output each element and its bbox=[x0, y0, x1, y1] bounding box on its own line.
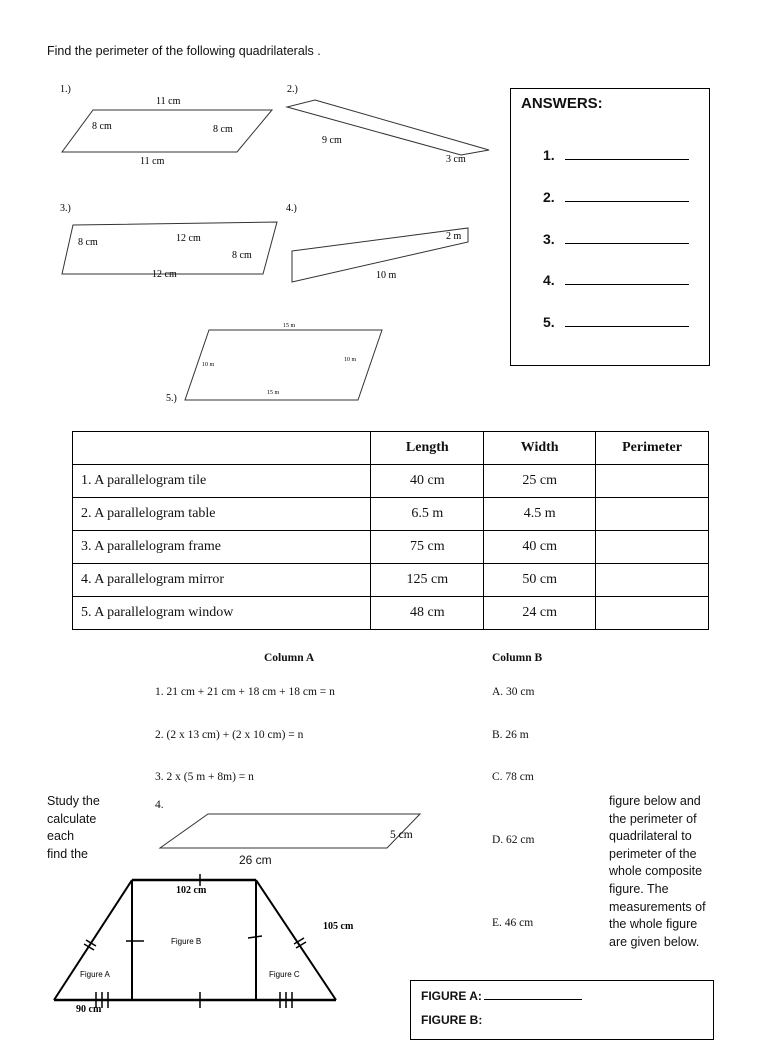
answer-row-1[interactable] bbox=[543, 146, 689, 163]
shape3-left-label: 8 cm bbox=[78, 237, 98, 248]
width-cell: 25 cm bbox=[484, 465, 596, 498]
column-a-item-2: 2. (2 x 13 cm) + (2 x 10 cm) = n bbox=[155, 729, 304, 741]
study-line: find the bbox=[47, 846, 89, 861]
table-row bbox=[73, 564, 709, 597]
table-header-row bbox=[73, 432, 709, 465]
shape5-parallelogram bbox=[185, 330, 382, 400]
item4-long-label: 26 cm bbox=[239, 853, 272, 867]
study-line: figure below and bbox=[609, 794, 701, 808]
shape2-number: 2.) bbox=[287, 84, 298, 95]
study-line: Study the bbox=[47, 794, 100, 808]
perimeter-cell[interactable] bbox=[596, 564, 709, 597]
perimeter-cell[interactable] bbox=[596, 498, 709, 531]
header-length: Length bbox=[371, 432, 484, 465]
figure-a-label: Figure A bbox=[80, 970, 110, 979]
answer-blank[interactable] bbox=[565, 271, 689, 285]
column-a-item-3: 3. 2 x (5 m + 8m) = n bbox=[155, 771, 254, 783]
shape4-long-label: 10 m bbox=[376, 270, 397, 281]
worksheet-title: Find the perimeter of the following quadrilaterals . bbox=[47, 44, 321, 58]
column-a-title: Column A bbox=[264, 652, 315, 664]
study-line: each bbox=[47, 829, 75, 844]
shape5-bottom-label: 15 m bbox=[267, 390, 280, 396]
table-row bbox=[73, 531, 709, 564]
length-cell: 40 cm bbox=[371, 465, 484, 498]
table-row bbox=[73, 597, 709, 630]
item-cell: 2. A parallelogram table bbox=[73, 498, 371, 531]
shape4-number: 4.) bbox=[286, 203, 297, 214]
figure-answer-box bbox=[410, 980, 714, 1040]
study-text-right bbox=[609, 793, 706, 951]
answer-number: 1. bbox=[543, 147, 555, 163]
answer-blank[interactable] bbox=[565, 146, 689, 160]
answer-row-4[interactable] bbox=[543, 271, 689, 288]
shape5-left-label: 10 m bbox=[202, 362, 215, 368]
figure-c-label: Figure C bbox=[269, 970, 300, 979]
shape3-number: 3.) bbox=[60, 203, 71, 214]
header-perimeter: Perimeter bbox=[596, 432, 709, 465]
shape3-parallelogram bbox=[62, 222, 277, 274]
figure-b-label: Figure B bbox=[171, 937, 202, 946]
shape1-right-label: 8 cm bbox=[213, 124, 233, 135]
answer-row-5[interactable] bbox=[543, 313, 689, 330]
study-line: the perimeter of bbox=[609, 811, 697, 826]
answer-row-2[interactable] bbox=[543, 188, 689, 205]
shape2-short-label: 3 cm bbox=[446, 154, 466, 165]
figure-a-answer-label: FIGURE A: bbox=[421, 989, 482, 1003]
column-b-item-b: B. 26 m bbox=[492, 729, 529, 741]
quadrilaterals-figure bbox=[0, 70, 500, 410]
length-cell: 75 cm bbox=[371, 531, 484, 564]
shape3-right-label: 8 cm bbox=[232, 250, 252, 261]
answer-row-3[interactable] bbox=[543, 230, 689, 247]
answers-box bbox=[510, 88, 710, 366]
shape3-bottom-label: 12 cm bbox=[152, 269, 177, 280]
column-a-item-1: 1. 21 cm + 21 cm + 18 cm + 18 cm = n bbox=[155, 686, 335, 698]
column-b-title: Column B bbox=[492, 652, 543, 664]
answer-blank[interactable] bbox=[565, 313, 689, 327]
study-line: are given below. bbox=[609, 934, 700, 949]
figure-b-row[interactable] bbox=[421, 1013, 482, 1027]
study-line: quadrilateral to bbox=[609, 829, 692, 844]
answers-title: ANSWERS: bbox=[521, 95, 603, 112]
figure-a-row[interactable] bbox=[421, 987, 582, 1003]
study-text-left bbox=[47, 793, 100, 863]
table-row bbox=[73, 465, 709, 498]
answer-blank[interactable] bbox=[565, 230, 689, 244]
width-cell: 50 cm bbox=[484, 564, 596, 597]
length-cell: 125 cm bbox=[371, 564, 484, 597]
composite-bottom-label: 90 cm bbox=[76, 1004, 102, 1015]
shape1-top-label: 11 cm bbox=[156, 96, 181, 107]
header-width: Width bbox=[484, 432, 596, 465]
study-line: figure. The bbox=[609, 881, 669, 896]
composite-figure bbox=[40, 870, 370, 1024]
width-cell: 4.5 m bbox=[484, 498, 596, 531]
table-row bbox=[73, 498, 709, 531]
shape3-top-label: 12 cm bbox=[176, 233, 201, 244]
shape4-short-label: 2 m bbox=[446, 231, 462, 242]
column-b-item-c: C. 78 cm bbox=[492, 771, 534, 783]
study-line: the whole figure bbox=[609, 917, 698, 932]
answer-number: 5. bbox=[543, 314, 555, 330]
column-b-item-d: D. 62 cm bbox=[492, 834, 535, 846]
shape1-bottom-label: 11 cm bbox=[140, 156, 165, 167]
column-b-item-a: A. 30 cm bbox=[492, 686, 535, 698]
shape2-long-label: 9 cm bbox=[322, 135, 342, 146]
shape2-parallelogram bbox=[287, 100, 489, 155]
item-cell: 3. A parallelogram frame bbox=[73, 531, 371, 564]
answer-blank[interactable] bbox=[565, 188, 689, 202]
perimeter-table bbox=[72, 431, 709, 630]
shape1-number: 1.) bbox=[60, 84, 71, 95]
answer-number: 2. bbox=[543, 189, 555, 205]
shape5-number: 5.) bbox=[166, 393, 177, 404]
item4-short-label: 5 cm bbox=[390, 829, 413, 841]
composite-top-label: 102 cm bbox=[176, 885, 207, 896]
study-line: whole composite bbox=[609, 864, 703, 879]
perimeter-cell[interactable] bbox=[596, 597, 709, 630]
column-a-item-4: 4. bbox=[155, 799, 164, 811]
item-cell: 1. A parallelogram tile bbox=[73, 465, 371, 498]
item4-parallelogram bbox=[160, 814, 420, 848]
figure-a-blank[interactable] bbox=[484, 987, 582, 1000]
width-cell: 40 cm bbox=[484, 531, 596, 564]
length-cell: 6.5 m bbox=[371, 498, 484, 531]
study-line: perimeter of the bbox=[609, 846, 697, 861]
figure-b-answer-label: FIGURE B: bbox=[421, 1013, 483, 1027]
study-line: measurements of bbox=[609, 899, 706, 914]
answer-number: 4. bbox=[543, 272, 555, 288]
answer-number: 3. bbox=[543, 231, 555, 247]
header-item bbox=[73, 432, 371, 465]
length-cell: 48 cm bbox=[371, 597, 484, 630]
item-cell: 4. A parallelogram mirror bbox=[73, 564, 371, 597]
width-cell: 24 cm bbox=[484, 597, 596, 630]
perimeter-cell[interactable] bbox=[596, 465, 709, 498]
column-b-item-e: E. 46 cm bbox=[492, 917, 534, 929]
perimeter-cell[interactable] bbox=[596, 531, 709, 564]
item4-parallelogram-figure bbox=[150, 806, 430, 856]
study-line: calculate bbox=[47, 811, 97, 826]
shape5-right-label: 10 m bbox=[344, 357, 357, 363]
shape1-left-label: 8 cm bbox=[92, 121, 112, 132]
composite-right-label: 105 cm bbox=[323, 921, 354, 932]
item-cell: 5. A parallelogram window bbox=[73, 597, 371, 630]
shape5-top-label: 15 m bbox=[283, 323, 296, 329]
